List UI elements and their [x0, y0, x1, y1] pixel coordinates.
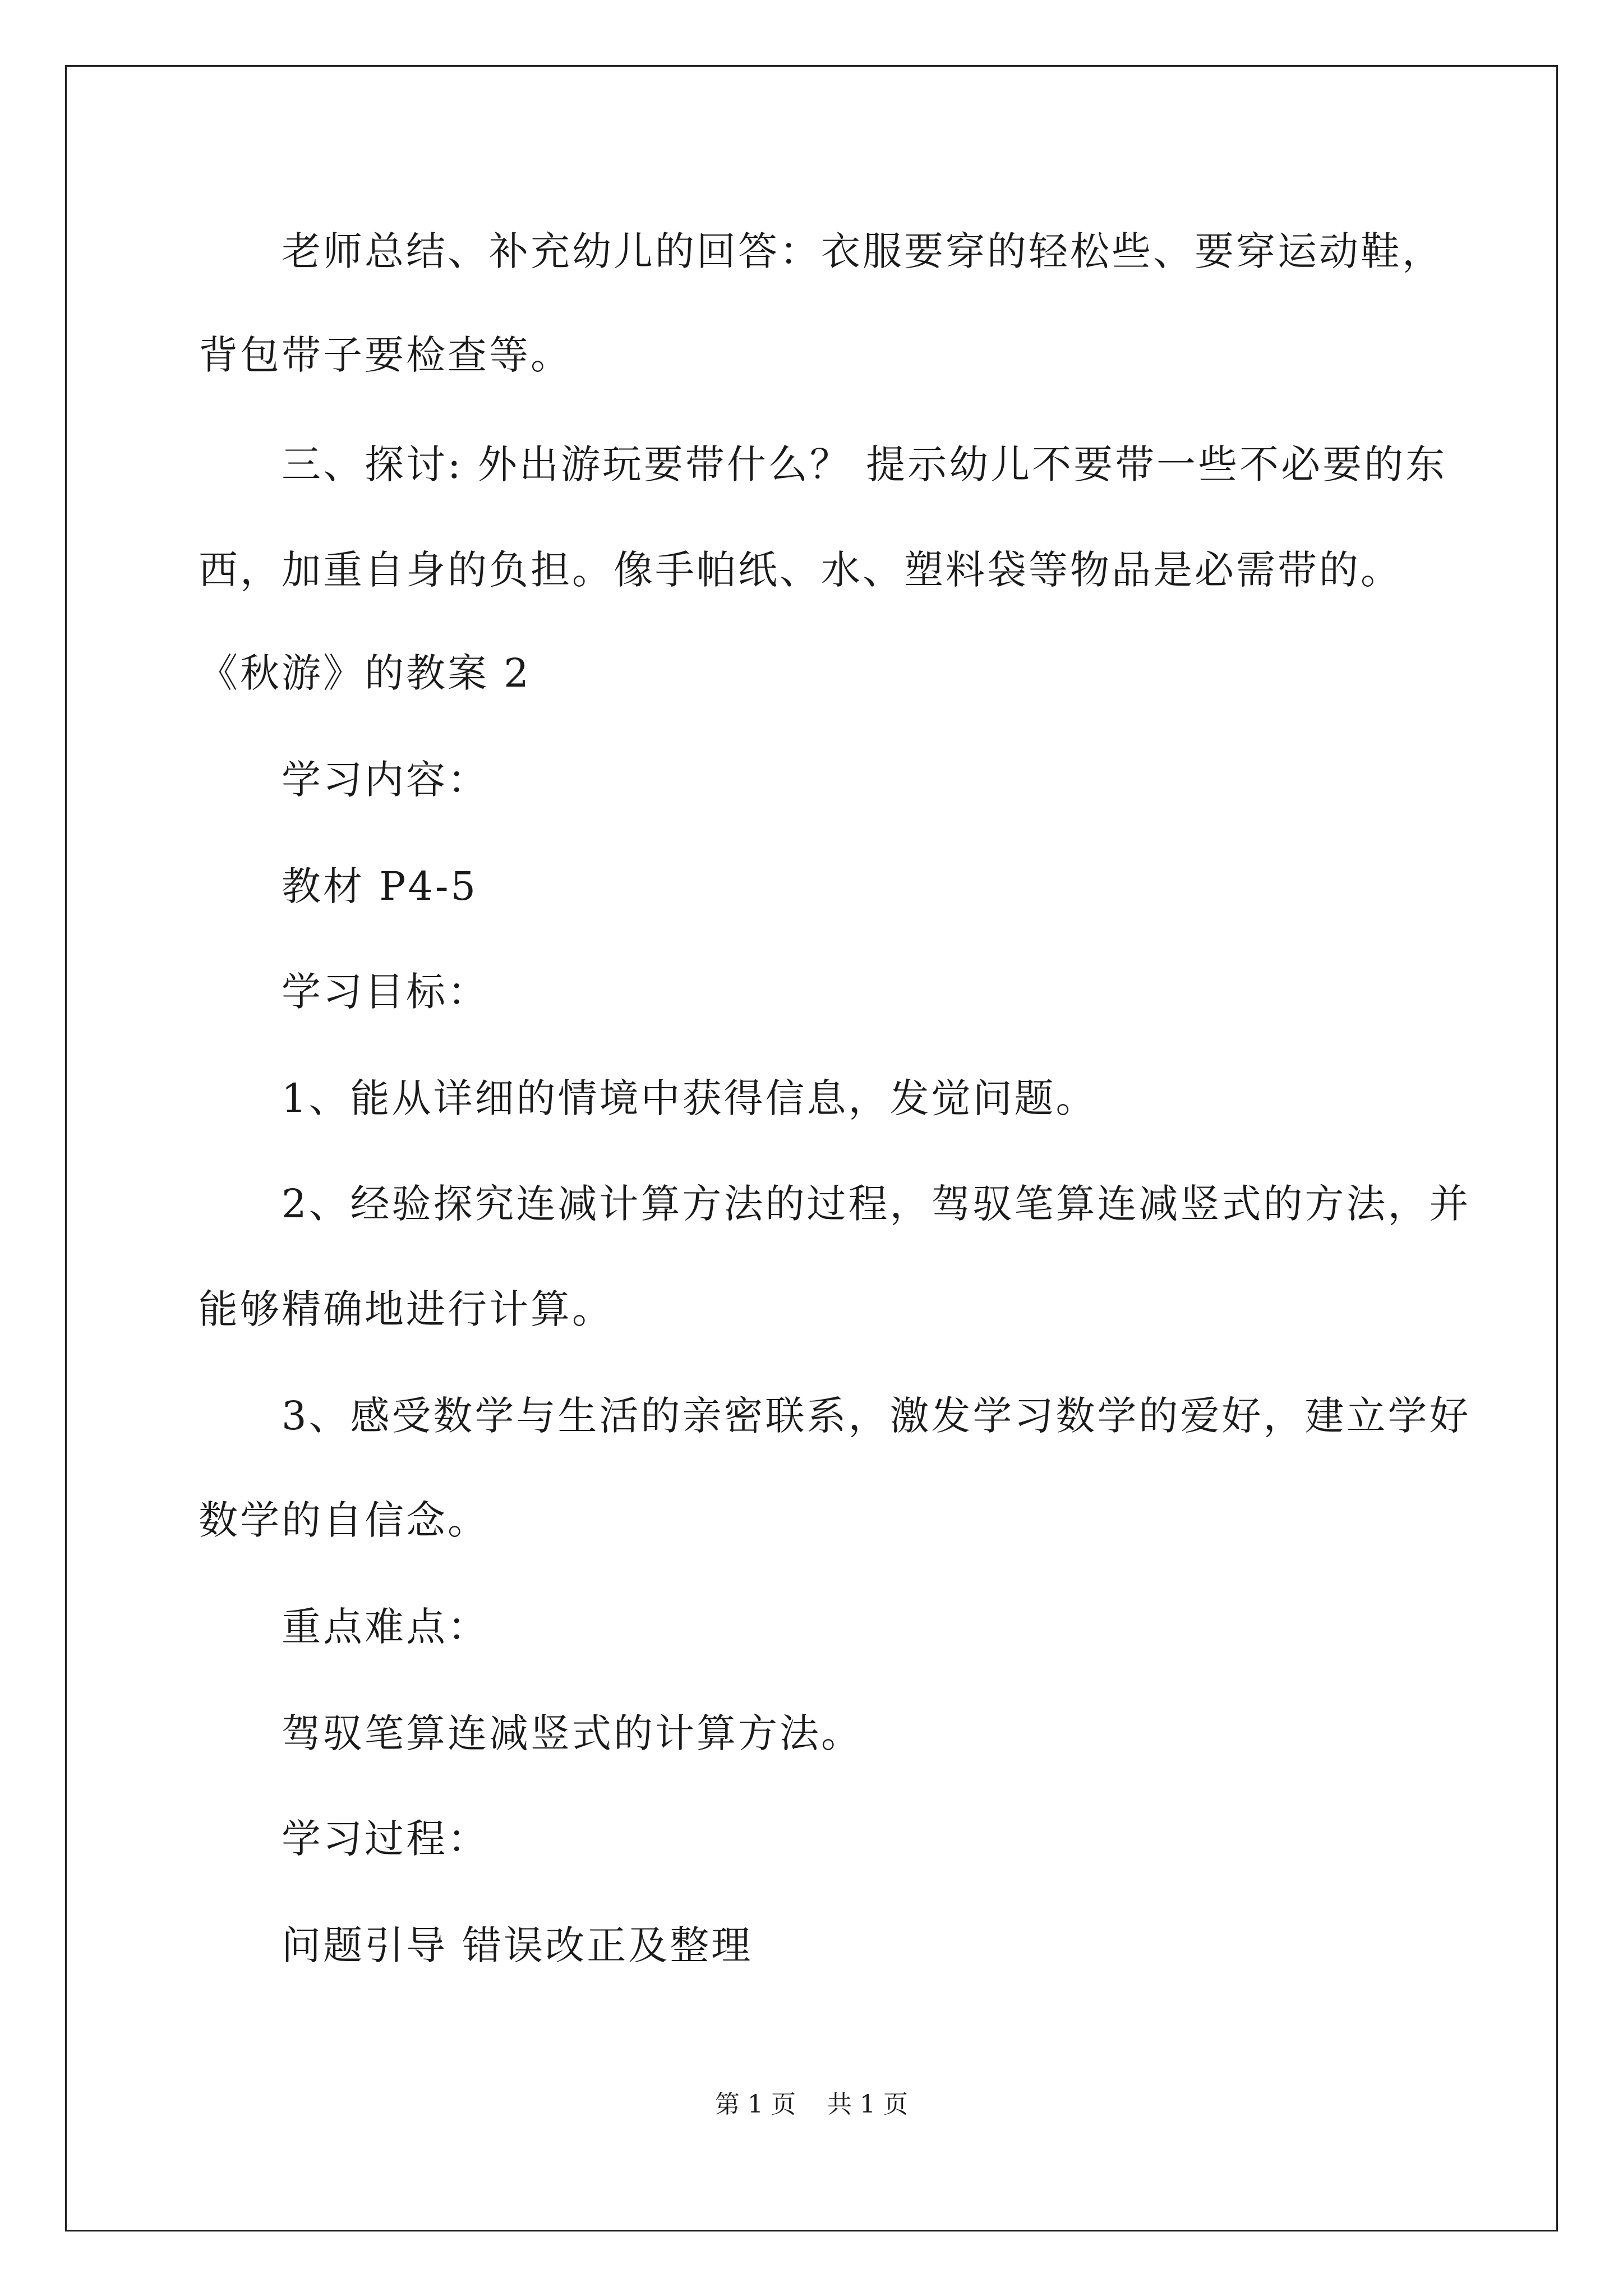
current-page-number: 第 1 页 [715, 2090, 796, 2119]
total-pages: 共 1 页 [827, 2090, 908, 2119]
paragraph-line: 驾驭笔算连减竖式的计算方法。 [282, 1710, 863, 1756]
paragraph-line: 三、探讨: 外出游玩要带什么？ 提示幼儿不要带一些不必要的东 [282, 441, 1447, 487]
paragraph-line: 学习过程： [282, 1816, 489, 1862]
paragraph-line: 老师总结、补充幼儿的回答：衣服要穿的轻松些、要穿运动鞋， [282, 228, 1444, 274]
paragraph-line: 数学的自信念。 [199, 1497, 489, 1543]
paragraph-line: 3、感受数学与生活的亲密联系，激发学习数学的爱好，建立学好 [282, 1393, 1471, 1439]
paragraph-line: 学习目标： [282, 969, 489, 1015]
paragraph-line: 能够精确地进行计算。 [199, 1286, 614, 1332]
paragraph-line: 问题引导 错误改正及整理 [282, 1922, 753, 1968]
paragraph-line: 西，加重自身的负担。像手帕纸、水、塑料袋等物品是必需带的。 [199, 547, 1402, 593]
page-footer [0, 2088, 1623, 2122]
paragraph-line: 2、经验探究连减计算方法的过程，驾驭笔算连减竖式的方法，并 [282, 1181, 1471, 1227]
paragraph-line: 教材 P4-5 [282, 863, 478, 909]
section-heading: 《秋游》的教案 2 [199, 650, 531, 696]
page-border [65, 65, 1558, 2231]
paragraph-line: 1、能从详细的情境中获得信息，发觉问题。 [282, 1075, 1098, 1121]
paragraph-line: 学习内容： [282, 757, 489, 803]
paragraph-line: 重点难点： [282, 1604, 489, 1650]
paragraph-line: 背包带子要检查等。 [199, 332, 572, 378]
